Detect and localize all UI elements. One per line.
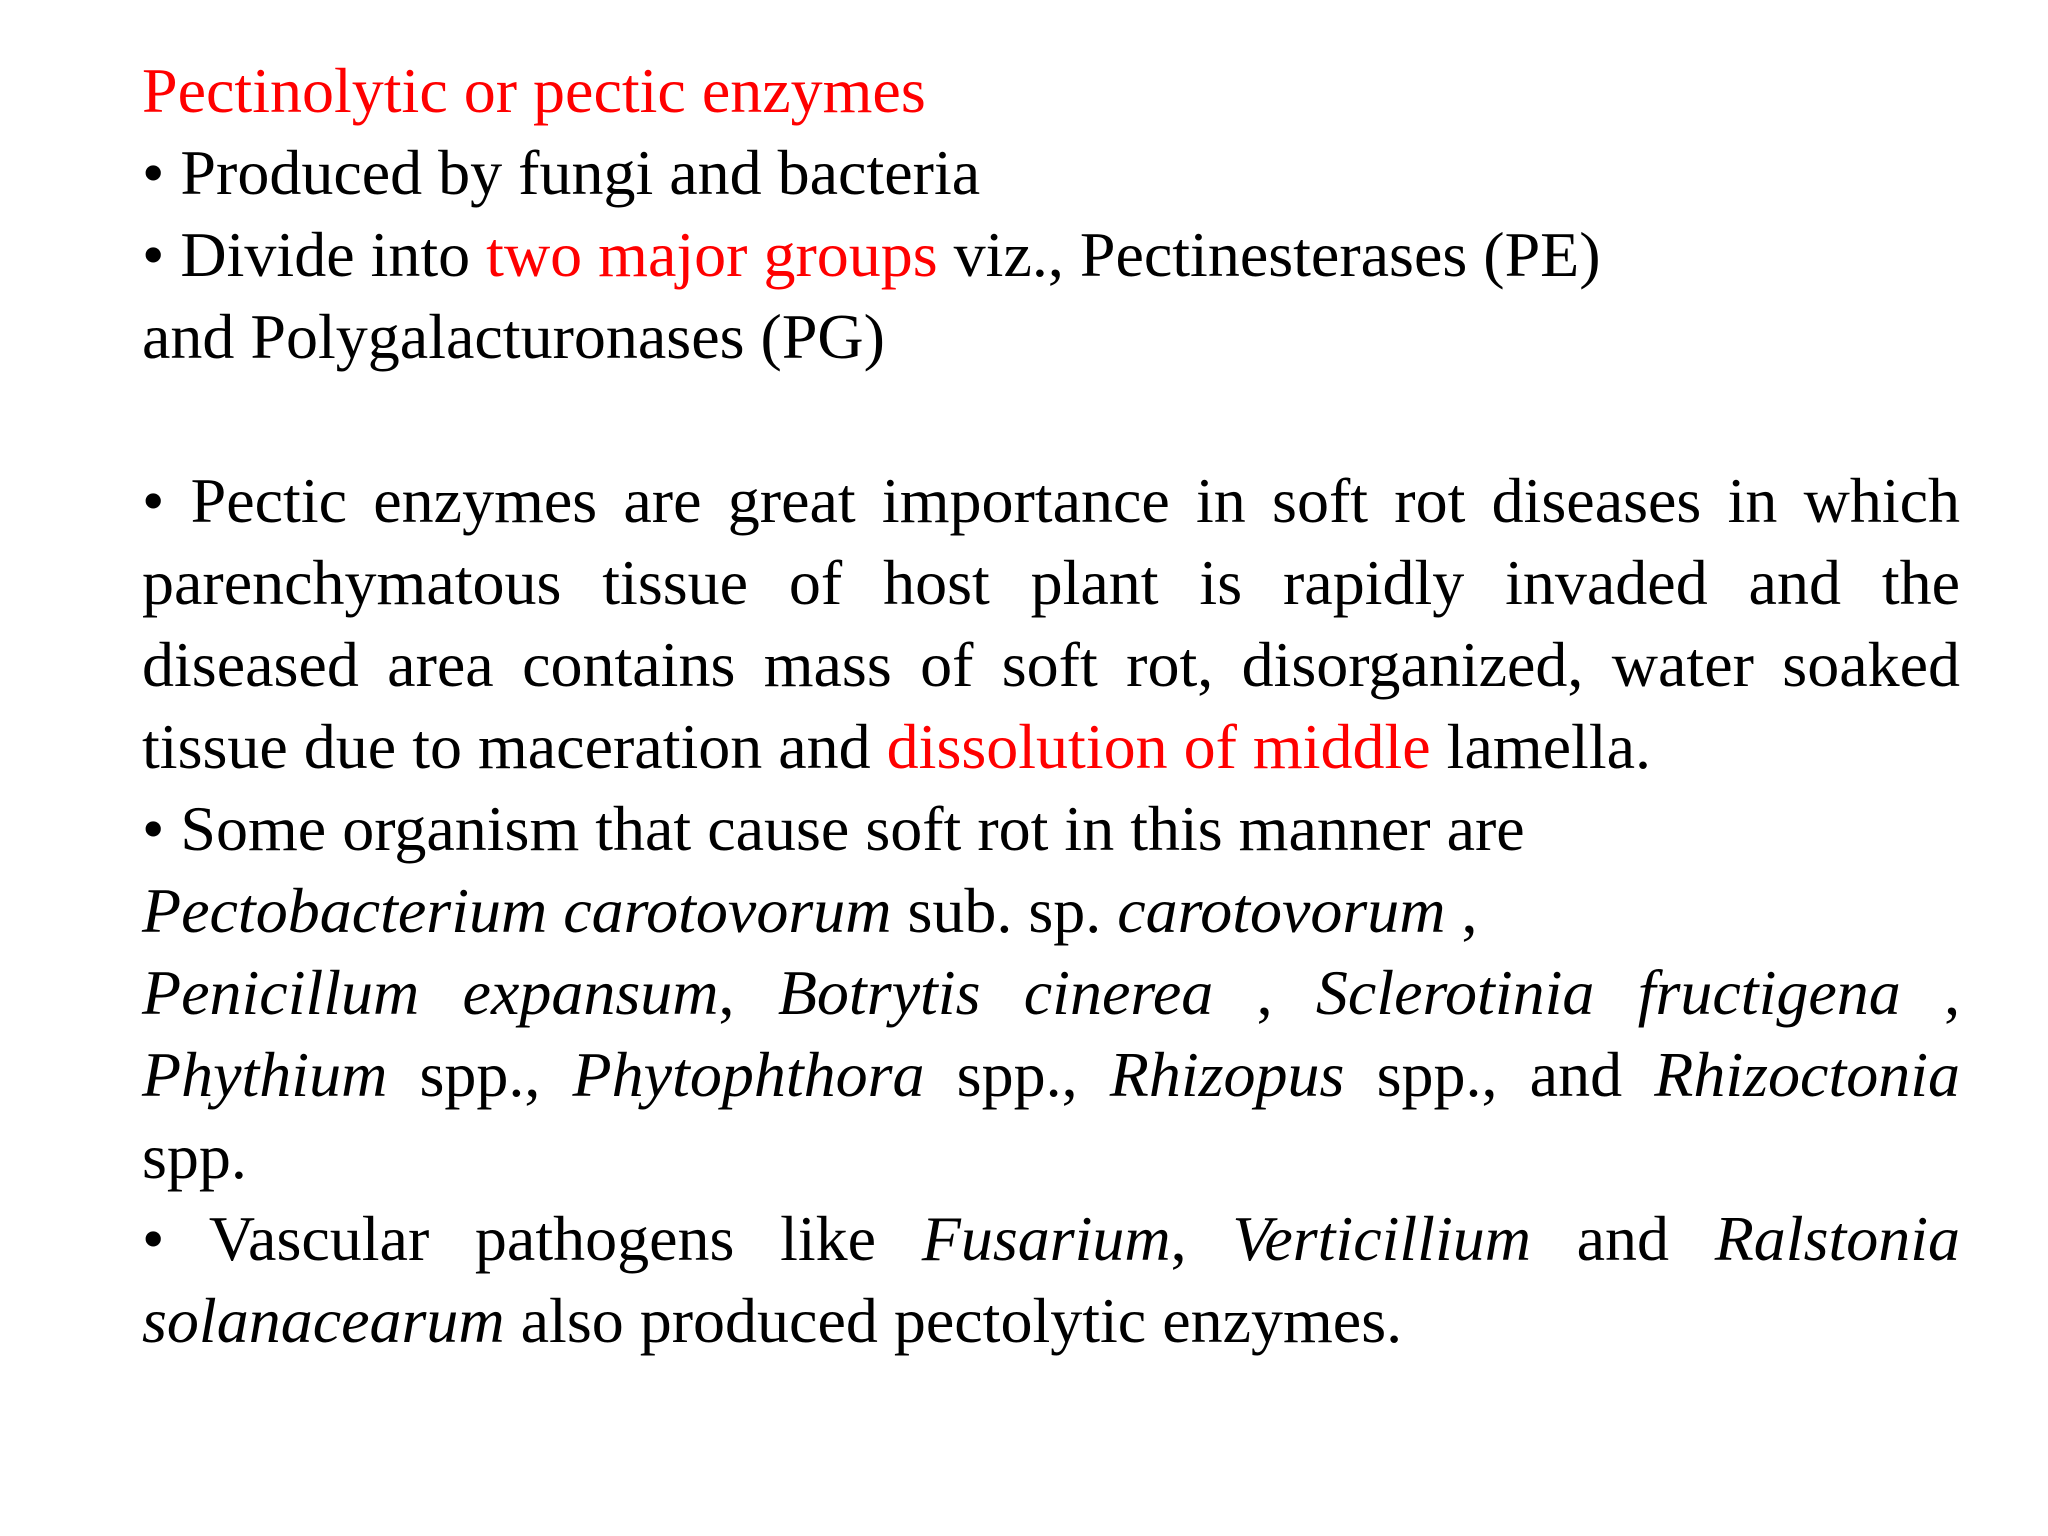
organism-phytophthora: Phytophthora [572,1039,925,1110]
bullet-two-groups [142,214,1960,296]
organism-phythium: Phythium [142,1039,388,1110]
organism-verticillium: Verticillium [1232,1203,1531,1274]
organism-carotovorum: carotovorum [1117,875,1446,946]
organism-text: , [1900,957,1961,1028]
organism-rhizopus: Rhizopus [1109,1039,1345,1110]
organism-fusarium: Fusarium [921,1203,1171,1274]
organism-text: , [1445,875,1478,946]
bullet-produced-by: • Produced by fungi and bacteria [142,137,981,208]
organism-text: , [1213,957,1316,1028]
bullet-soft-rot-text: • Pectic enzymes are great importance in soft rot diseases in which parenchymatous tissue of host plant is rapidly invaded and the diseased area contains mass of soft rot, disorganized, water soaked tissue due to maceration and [142,465,1960,782]
slide-title: Pectinolytic or pectic enzymes [142,55,926,126]
organism-penicillum: Penicillum expansum [142,957,719,1028]
bullet-soft-rot [142,460,1960,788]
organism-text: sub. sp. [891,875,1118,946]
vascular-text: • Vascular pathogens like [142,1203,922,1274]
bullet-vascular-pathogens [142,1198,1960,1362]
bullet-two-groups-text: • Divide into [142,219,487,290]
bullet-organisms-intro: • Some organism that cause soft rot in this manner are [142,793,1525,864]
slide-content [142,50,1960,1362]
organism-text: spp., and [1344,1039,1655,1110]
paragraph-gap [142,378,1960,460]
organism-sclerotinia: Sclerotinia fructigena [1315,957,1901,1028]
organism-botrytis: Botrytis cinerea [777,957,1214,1028]
organism-text: spp., [387,1039,573,1110]
vascular-text: , [1170,1203,1233,1274]
bullet-two-groups-rest: viz., Pectinesterases (PE) [937,219,1601,290]
vascular-text: and [1530,1203,1715,1274]
organisms-list [142,870,1960,1198]
organism-text: spp. [142,1121,247,1192]
dissolution-highlight: dissolution of middle [886,711,1431,782]
bullet-two-groups-line2: and Polygalacturonases (PG) [142,301,885,372]
vascular-text: also produced pectolytic enzymes. [504,1285,1403,1356]
bullet-soft-rot-end: lamella. [1430,711,1651,782]
organism-pectobacterium: Pectobacterium carotovorum [142,875,892,946]
two-major-groups-highlight: two major groups [486,219,938,290]
organism-ralstonia: Ralstonia solanacearum [142,1203,1961,1356]
organism-text: , [718,957,778,1028]
organism-rhizoctonia: Rhizoctonia [1654,1039,1961,1110]
organism-text: spp., [924,1039,1110,1110]
